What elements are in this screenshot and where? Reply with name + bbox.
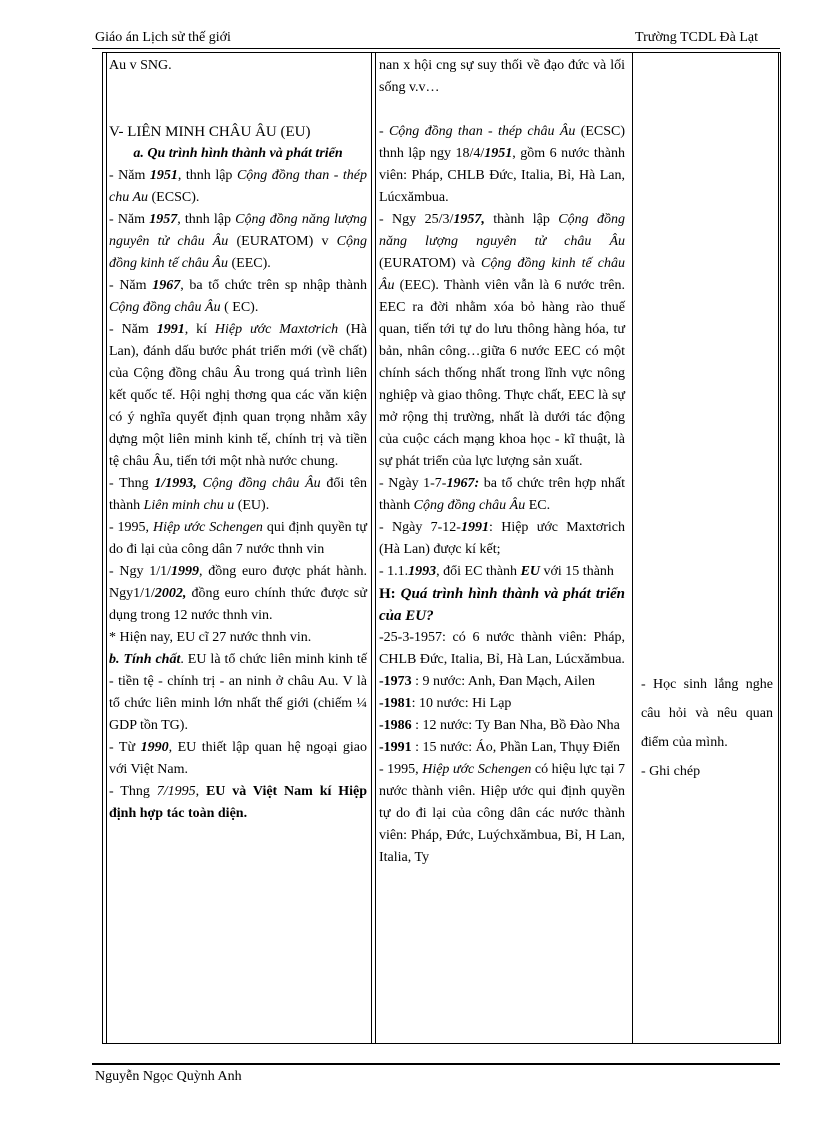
paragraph: -1981: 10 nước: Hi Lạp <box>379 696 512 711</box>
table-border <box>106 53 107 1043</box>
paragraph: - Ngy 1/1/1999, đồng euro được phát hành. Ngy1/1/2002, đồng euro chính thức được sử dụng trong 12 nước thnh vin. <box>109 564 367 623</box>
paragraph: - Năm 1957, thnh lập Cộng đồng năng lượng nguyên tử châu Âu (EURATOM) v Cộng đồng kinh tế châu Âu (EEC). <box>109 212 367 271</box>
paragraph: - Năm 1967, ba tổ chức trên sp nhập thành Cộng đồng châu Âu ( EC). <box>109 278 367 315</box>
footer-rule <box>92 1063 780 1065</box>
paragraph: - 1.1.1993, đổi EC thành EU với 15 thành <box>379 564 614 579</box>
paragraph: - 1995, Hiệp ước Schengen có hiệu lực tại 7 nước thành viên. Hiệp ước qui định quyền tự do đi lại của công dân các nước thành viên: Pháp, Đức, Luýchxămbua, Bỉ, H Lan, Italia, Ty <box>379 762 625 865</box>
paragraph: - Cộng đồng than - thép châu Âu (ECSC) thnh lập ngy 18/4/1951, gồm 6 nước thành viên: Pháp, CHLB Đức, Italia, Bỉ, Hà Lan, Lúcxămbua. <box>379 124 626 205</box>
header-right-title: Trường TCDL Đà Lạt <box>635 30 758 45</box>
paragraph: nan x hội cng sự suy thối về đạo đức và lối sống v.v… <box>379 58 625 95</box>
paragraph: - Năm 1951, thnh lập Cộng đồng than - thép chu Au (ECSC). <box>109 168 367 205</box>
text-line: Au v SNG. <box>109 58 172 73</box>
lesson-table <box>102 52 781 1044</box>
paragraph: - Thng 1/1993, Cộng đồng châu Âu đổi tên thành Liên minh chu u (EU). <box>109 476 368 513</box>
paragraph: -1986 : 12 nước: Ty Ban Nha, Bồ Đào Nha <box>379 718 620 733</box>
question-heading: H: Quá trình hình thành và phát triển của EU? <box>379 586 625 624</box>
column-divider <box>371 53 372 1043</box>
student-column <box>641 670 773 786</box>
paragraph: - 1995, Hiệp ước Schengen qui định quyền tự do đi lại của công dân 7 nước thnh vin <box>109 520 367 557</box>
paragraph: - Ngy 25/3/1957, thành lập Cộng đồng năng lượng nguyên tử châu Âu (EURATOM) và Cộng đồng kinh tế châu Âu (EEC). Thành viên vẫn là 6 nước trên. EEC ra đời nhằm xóa bỏ hàng rào thuế quan, tiến tới tự do lưu thông hàng hóa, tư bản, nhân công…giữa 6 nước EEC có một chính sách thống nhất trong lĩnh vực nông nghiệp và giao thông. Thực chất, EEC là sự mở rộng thị trường, nhất là dưới tác động của cuộc cách mạng khoa học - kĩ thuật, là sự phát triển của lực lượng sản xuất. <box>379 212 625 469</box>
paragraph: - Ngày 1-7-1967: ba tổ chức trên hợp nhất thành Cộng đồng châu Âu EC. <box>379 476 625 513</box>
paragraph: - Từ 1990, EU thiết lập quan hệ ngoại giao với Việt Nam. <box>109 740 367 777</box>
paragraph: -25-3-1957: có 6 nước thành viên: Pháp, CHLB Đức, Italia, Bỉ, Hà Lan, Lúcxămbua. <box>379 630 625 667</box>
paragraph: - Thng 7/1995, EU và Việt Nam kí Hiệp định hợp tác toàn diện. <box>109 784 368 821</box>
content-column <box>109 53 367 825</box>
activity-column <box>379 53 625 869</box>
column-divider <box>632 53 633 1043</box>
paragraph: -1973 : 9 nước: Anh, Đan Mạch, Ailen <box>379 674 596 689</box>
subsection-heading: a. Qu trình hình thành và phát triển <box>133 146 343 161</box>
column-divider <box>375 53 376 1043</box>
header-left-title: Giáo án Lịch sử thế giới <box>95 30 231 45</box>
paragraph: - Học sinh lắng nghe câu hỏi và nêu quan điểm của mình. <box>641 677 773 750</box>
paragraph: - Ngày 7-12-1991: Hiệp ước Maxtơrich (Hà Lan) được kí kết; <box>379 520 626 557</box>
section-heading: V- LIÊN MINH CHÂU ÂU (EU) <box>109 124 311 140</box>
header-rule <box>92 48 780 49</box>
paragraph: -1991 : 15 nước: Áo, Phần Lan, Thụy Điển <box>379 740 621 755</box>
table-border <box>778 53 779 1043</box>
paragraph: - Năm 1991, kí Hiệp ước Maxtơrich (Hà Lan), đánh dấu bước phát triển mới (về chất) của Cộng đồng châu Âu trong quá trình liên kết quốc tế. Hội nghị thơng qua các văn kiện có ý nghĩa quyết định quan trọng nhằm xây dựng một liên minh kinh tế, chính trị và tiền tệ châu Âu, tiến tới một nhà nước chung. <box>109 322 367 469</box>
paragraph: * Hiện nay, EU cĩ 27 nước thnh vin. <box>109 630 312 645</box>
paragraph: b. Tính chất. EU là tổ chức liên minh kinh tế - tiền tệ - chính trị - an ninh ở châu Au. V là tổ chức liên minh lớn nhất thế giới (chiếm ¼ GDP tồn TG). <box>109 652 368 733</box>
footer-author: Nguyễn Ngọc Quỳnh Anh <box>95 1069 242 1084</box>
paragraph: - Ghi chép <box>641 764 701 779</box>
